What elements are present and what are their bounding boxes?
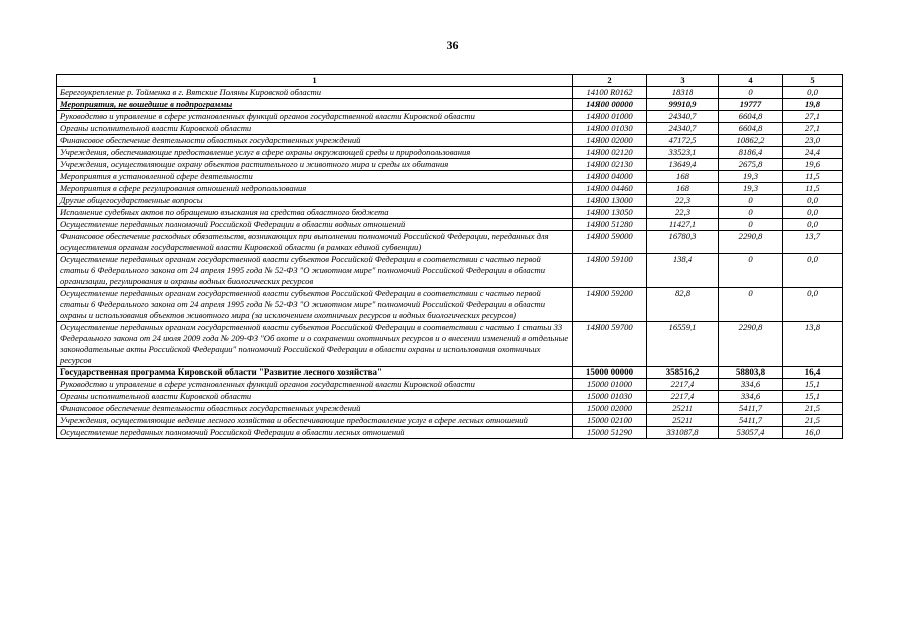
row-actual: 0 [719,219,783,231]
table-row [57,207,843,219]
header-row [57,75,843,87]
row-actual: 334,6 [719,391,783,403]
row-plan: 82,8 [647,288,719,322]
table-row [57,322,843,367]
row-plan: 33523,1 [647,147,719,159]
row-plan: 22,3 [647,207,719,219]
page-number: 36 [446,38,459,52]
row-percent: 19,6 [783,159,843,171]
header-col-4: 4 [719,75,783,87]
table-row [57,391,843,403]
row-code: 14Я00 59200 [573,288,647,322]
row-code: 15000 01030 [573,391,647,403]
row-percent: 16,4 [783,367,843,379]
header-col-2: 2 [573,75,647,87]
row-code: 14Я00 02000 [573,135,647,147]
table-row [57,231,843,254]
row-name: Учреждения, обеспечивающие предоставление услуг в сфере охраны окружающей среды и природопользования [57,147,573,159]
row-actual: 0 [719,195,783,207]
row-plan: 99910,9 [647,99,719,111]
budget-table [56,74,843,439]
row-actual: 6604,8 [719,111,783,123]
row-percent: 11,5 [783,183,843,195]
row-name: Мероприятия в установленной сфере деятельности [57,171,573,183]
row-name: Осуществление переданных органам государственной власти субъектов Российской Федерации в соответствии с частью первой статьи 6 Федерального закона от 24 апреля 1995 года № 52-ФЗ "О животном мире" полномочий Российской Федерации в области организации, регулирования и охраны водных биологических ресурсов [57,254,573,288]
row-actual: 10862,2 [719,135,783,147]
row-actual: 0 [719,288,783,322]
row-code: 14Я00 00000 [573,99,647,111]
row-percent: 0,0 [783,87,843,99]
table-row [57,254,843,288]
row-name: Финансовое обеспечение деятельности областных государственных учреждений [57,403,573,415]
table-row [57,171,843,183]
row-code: 14Я00 59000 [573,231,647,254]
row-percent: 0,0 [783,254,843,288]
table-row [57,403,843,415]
row-percent: 21,5 [783,403,843,415]
table-row [57,159,843,171]
row-plan: 25211 [647,415,719,427]
row-percent: 27,1 [783,123,843,135]
table-body [57,87,843,439]
row-plan: 18318 [647,87,719,99]
row-actual: 5411,7 [719,415,783,427]
row-code: 15000 51290 [573,427,647,439]
row-percent: 23,0 [783,135,843,147]
row-code: 14Я00 04000 [573,171,647,183]
row-plan: 2217,4 [647,379,719,391]
row-actual: 0 [719,87,783,99]
table-row [57,288,843,322]
row-actual: 5411,7 [719,403,783,415]
row-code: 14100 R0162 [573,87,647,99]
row-name: Финансовое обеспечение деятельности областных государственных учреждений [57,135,573,147]
table-row [57,379,843,391]
row-name: Мероприятия, не вошедшие в подпрограммы [57,99,573,111]
header-col-1: 1 [57,75,573,87]
row-percent: 0,0 [783,288,843,322]
row-plan: 11427,1 [647,219,719,231]
header-col-3: 3 [647,75,719,87]
row-name: Учреждения, осуществляющие ведение лесного хозяйства и обеспечивающие предоставление услуг в сфере лесных отношений [57,415,573,427]
row-name: Осуществление переданных полномочий Российской Федерации в области водных отношений [57,219,573,231]
row-name: Учреждения, осуществляющие охрану объектов растительного и животного мира и среды их обитания [57,159,573,171]
row-plan: 24340,7 [647,123,719,135]
table-row [57,415,843,427]
row-percent: 11,5 [783,171,843,183]
table-row [57,183,843,195]
row-percent: 24,4 [783,147,843,159]
row-percent: 19,8 [783,99,843,111]
row-actual: 19,3 [719,171,783,183]
row-code: 14Я00 01030 [573,123,647,135]
row-plan: 168 [647,171,719,183]
row-name: Осуществление переданных органам государственной власти субъектов Российской Федерации в соответствии с частью первой статьи 6 Федерального закона от 24 апреля 1995 года № 52-ФЗ "О животном мире" полномочий Российской Федерации в области охраны и использования объектов животного мира (за исключением охотничьих ресурсов и водных биологических ресурсов) [57,288,573,322]
row-code: 14Я00 59100 [573,254,647,288]
row-plan: 2217,4 [647,391,719,403]
table-row [57,99,843,111]
row-actual: 0 [719,207,783,219]
row-actual: 58803,8 [719,367,783,379]
row-code: 14Я00 59700 [573,322,647,367]
row-actual: 0 [719,254,783,288]
row-percent: 13,8 [783,322,843,367]
row-name: Государственная программа Кировской области "Развитие лесного хозяйства" [57,367,573,379]
row-plan: 25211 [647,403,719,415]
row-percent: 27,1 [783,111,843,123]
row-plan: 358516,2 [647,367,719,379]
table-row [57,147,843,159]
table-row [57,195,843,207]
row-percent: 0,0 [783,207,843,219]
row-actual: 2675,8 [719,159,783,171]
row-plan: 47172,5 [647,135,719,147]
row-actual: 6604,8 [719,123,783,135]
table-row [57,87,843,99]
row-percent: 13,7 [783,231,843,254]
row-plan: 13649,4 [647,159,719,171]
table-row [57,111,843,123]
row-actual: 8186,4 [719,147,783,159]
row-code: 14Я00 01000 [573,111,647,123]
row-code: 14Я00 13000 [573,195,647,207]
row-code: 15000 01000 [573,379,647,391]
row-plan: 168 [647,183,719,195]
row-name: Осуществление переданных полномочий Российской Федерации в области лесных отношений [57,427,573,439]
table-row [57,219,843,231]
row-percent: 16,0 [783,427,843,439]
row-name: Органы исполнительной власти Кировской области [57,391,573,403]
row-code: 14Я00 02130 [573,159,647,171]
row-name: Финансовое обеспечение расходных обязательств, возникающих при выполнении полномочий Российской Федерации, переданных для осуществления органам государственной власти Кировской области (в рамках единой субвенции) [57,231,573,254]
row-plan: 331087,8 [647,427,719,439]
row-code: 14Я00 04460 [573,183,647,195]
table-row [57,123,843,135]
row-name: Руководство и управление в сфере установленных функций органов государственной власти Кировской области [57,379,573,391]
row-code: 15000 02100 [573,415,647,427]
row-percent: 15,1 [783,391,843,403]
row-name: Берегоукрепление р. Тойменка в г. Вятские Поляны Кировской области [57,87,573,99]
row-actual: 19777 [719,99,783,111]
row-name: Органы исполнительной власти Кировской области [57,123,573,135]
row-actual: 19,3 [719,183,783,195]
row-plan: 24340,7 [647,111,719,123]
row-name: Осуществление переданных органам государственной власти субъектов Российской Федерации в соответствии с частью 1 статьи 33 Федерального закона от 24 июля 2009 года № 209-ФЗ "Об охоте и о сохранении охотничьих ресурсов и о внесении изменений в отдельные законодательные акты Российской Федерации" полномочий Российской Федерации в области охраны и использования охотничьих ресурсов [57,322,573,367]
row-actual: 334,6 [719,379,783,391]
header-col-5: 5 [783,75,843,87]
row-percent: 0,0 [783,219,843,231]
row-name: Руководство и управление в сфере установленных функций органов государственной власти Кировской области [57,111,573,123]
row-actual: 53057,4 [719,427,783,439]
row-code: 15000 02000 [573,403,647,415]
row-name: Мероприятия в сфере регулирования отношений недропользования [57,183,573,195]
row-plan: 16780,3 [647,231,719,254]
row-code: 14Я00 51280 [573,219,647,231]
row-percent: 0,0 [783,195,843,207]
table-row [57,427,843,439]
row-plan: 138,4 [647,254,719,288]
row-code: 15000 00000 [573,367,647,379]
row-actual: 2290,8 [719,322,783,367]
row-code: 14Я00 13050 [573,207,647,219]
row-code: 14Я00 02120 [573,147,647,159]
row-plan: 22,3 [647,195,719,207]
row-name: Другие общегосударственные вопросы [57,195,573,207]
table-row [57,367,843,379]
row-percent: 21,5 [783,415,843,427]
row-plan: 16559,1 [647,322,719,367]
table-row [57,135,843,147]
row-percent: 15,1 [783,379,843,391]
row-name: Исполнение судебных актов по обращению взыскания на средства областного бюджета [57,207,573,219]
row-actual: 2290,8 [719,231,783,254]
